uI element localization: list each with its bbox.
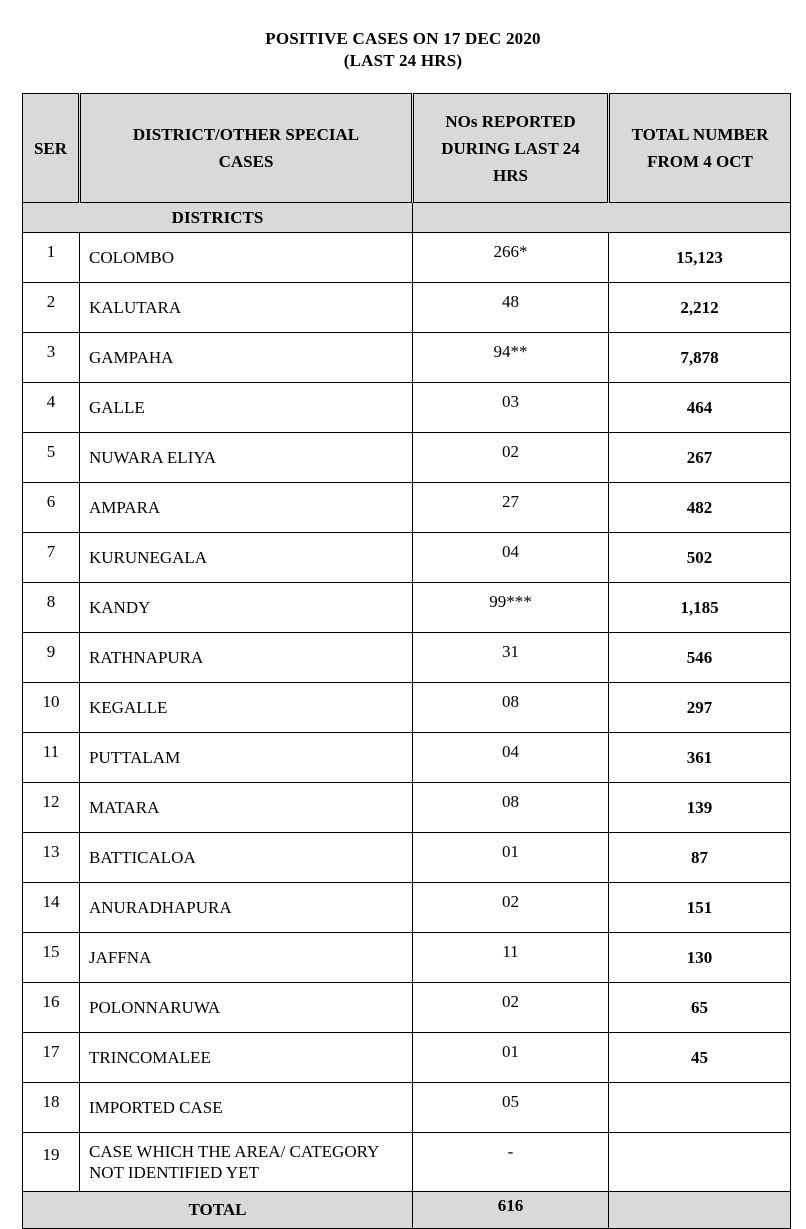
- ser-cell: 10: [23, 683, 80, 733]
- ser-cell: 14: [23, 883, 80, 933]
- total-count-cell: 45: [609, 1033, 791, 1083]
- total-count-cell: 1,185: [609, 583, 791, 633]
- total-count-cell: 482: [609, 483, 791, 533]
- reported-count-cell: 04: [413, 733, 609, 783]
- ser-cell: 2: [23, 283, 80, 333]
- district-name-cell: GAMPAHA: [80, 333, 413, 383]
- table-row: [23, 983, 791, 1033]
- table-row: [23, 283, 791, 333]
- district-name-cell: COLOMBO: [80, 233, 413, 283]
- table-row: [23, 1033, 791, 1083]
- district-name-cell: NUWARA ELIYA: [80, 433, 413, 483]
- ser-cell: 3: [23, 333, 80, 383]
- total-count-cell: 151: [609, 883, 791, 933]
- total-count-cell: 139: [609, 783, 791, 833]
- reported-count-cell: 02: [413, 433, 609, 483]
- reported-count-cell: 27: [413, 483, 609, 533]
- ser-cell: 12: [23, 783, 80, 833]
- ser-cell: 16: [23, 983, 80, 1033]
- ser-cell: 9: [23, 633, 80, 683]
- table-row: [23, 933, 791, 983]
- reported-count-cell: 48: [413, 283, 609, 333]
- document-subtitle: (LAST 24 HRS): [343, 51, 463, 70]
- district-name-cell: ANURADHAPURA: [80, 883, 413, 933]
- section-blank: [413, 203, 791, 233]
- reported-count-cell: 99***: [413, 583, 609, 633]
- district-name-cell: RATHNAPURA: [80, 633, 413, 683]
- ser-cell: 11: [23, 733, 80, 783]
- reported-count-cell: 02: [413, 983, 609, 1033]
- district-name-cell: TRINCOMALEE: [80, 1033, 413, 1083]
- district-name-cell: KURUNEGALA: [80, 533, 413, 583]
- document-title: POSITIVE CASES ON 17 DEC 2020: [265, 29, 541, 48]
- total-reported-value: 616: [413, 1192, 609, 1229]
- total-count-cell: 502: [609, 533, 791, 583]
- reported-count-cell: 08: [413, 683, 609, 733]
- district-name-cell: POLONNARUWA: [80, 983, 413, 1033]
- table-row: [23, 633, 791, 683]
- total-count-cell: 2,212: [609, 283, 791, 333]
- header-district-text: DISTRICT/OTHER SPECIAL CASES: [132, 125, 360, 171]
- total-count-cell: 546: [609, 633, 791, 683]
- header-reported: [413, 94, 609, 203]
- reported-count-cell: 94**: [413, 333, 609, 383]
- section-row-districts: [23, 203, 791, 233]
- reported-count-cell: 08: [413, 783, 609, 833]
- total-count-cell: 15,123: [609, 233, 791, 283]
- district-name-cell: IMPORTED CASE: [80, 1083, 413, 1133]
- cases-table: [22, 93, 791, 1229]
- total-count-cell: 130: [609, 933, 791, 983]
- district-name-cell: PUTTALAM: [80, 733, 413, 783]
- total-count-cell: 65: [609, 983, 791, 1033]
- total-label: TOTAL: [23, 1192, 413, 1229]
- header-total-text: TOTAL NUMBER FROM 4 OCT: [631, 125, 769, 171]
- header-ser: SER: [23, 94, 80, 203]
- reported-count-cell: 03: [413, 383, 609, 433]
- table-row: [23, 1083, 791, 1133]
- table-row: [23, 833, 791, 883]
- total-count-cell: 87: [609, 833, 791, 883]
- district-name-cell: KEGALLE: [80, 683, 413, 733]
- ser-cell: 18: [23, 1083, 80, 1133]
- ser-cell: 5: [23, 433, 80, 483]
- table-row: [23, 683, 791, 733]
- header-district: [80, 94, 413, 203]
- table-row: [23, 233, 791, 283]
- reported-count-cell: -: [413, 1133, 609, 1192]
- ser-cell: 17: [23, 1033, 80, 1083]
- table-row: [23, 533, 791, 583]
- reported-count-cell: 01: [413, 833, 609, 883]
- table-row: [23, 883, 791, 933]
- ser-cell: 6: [23, 483, 80, 533]
- table-row: [23, 733, 791, 783]
- table-row: [23, 333, 791, 383]
- reported-count-cell: 31: [413, 633, 609, 683]
- table-row: [23, 1133, 791, 1192]
- table-row: [23, 383, 791, 433]
- reported-count-cell: 02: [413, 883, 609, 933]
- ser-cell: 8: [23, 583, 80, 633]
- section-label: DISTRICTS: [23, 203, 413, 233]
- table-row: [23, 583, 791, 633]
- district-name-cell: KALUTARA: [80, 283, 413, 333]
- ser-cell: 13: [23, 833, 80, 883]
- header-total: [609, 94, 791, 203]
- total-cumulative-value: [609, 1192, 791, 1229]
- total-count-cell: [609, 1083, 791, 1133]
- district-name-cell: CASE WHICH THE AREA/ CATEGORY NOT IDENTIFIED YET: [80, 1133, 413, 1192]
- table-header-row: [23, 94, 791, 203]
- district-name-cell: BATTICALOA: [80, 833, 413, 883]
- district-name-cell: AMPARA: [80, 483, 413, 533]
- ser-cell: 4: [23, 383, 80, 433]
- table-row: [23, 433, 791, 483]
- total-count-cell: 361: [609, 733, 791, 783]
- total-count-cell: 464: [609, 383, 791, 433]
- ser-cell: 1: [23, 233, 80, 283]
- district-name-cell: GALLE: [80, 383, 413, 433]
- ser-cell: 19: [23, 1133, 80, 1192]
- reported-count-cell: 04: [413, 533, 609, 583]
- total-count-cell: [609, 1133, 791, 1192]
- reported-count-cell: 01: [413, 1033, 609, 1083]
- total-count-cell: 7,878: [609, 333, 791, 383]
- district-name-cell: KANDY: [80, 583, 413, 633]
- reported-count-cell: 05: [413, 1083, 609, 1133]
- total-row: [23, 1192, 791, 1229]
- reported-count-cell: 11: [413, 933, 609, 983]
- table-row: [23, 783, 791, 833]
- district-name-cell: JAFFNA: [80, 933, 413, 983]
- table-row: [23, 483, 791, 533]
- ser-cell: 7: [23, 533, 80, 583]
- total-count-cell: 267: [609, 433, 791, 483]
- district-name-cell: MATARA: [80, 783, 413, 833]
- total-count-cell: 297: [609, 683, 791, 733]
- header-reported-text: NOs REPORTED DURING LAST 24 HRS: [441, 111, 580, 185]
- ser-cell: 15: [23, 933, 80, 983]
- reported-count-cell: 266*: [413, 233, 609, 283]
